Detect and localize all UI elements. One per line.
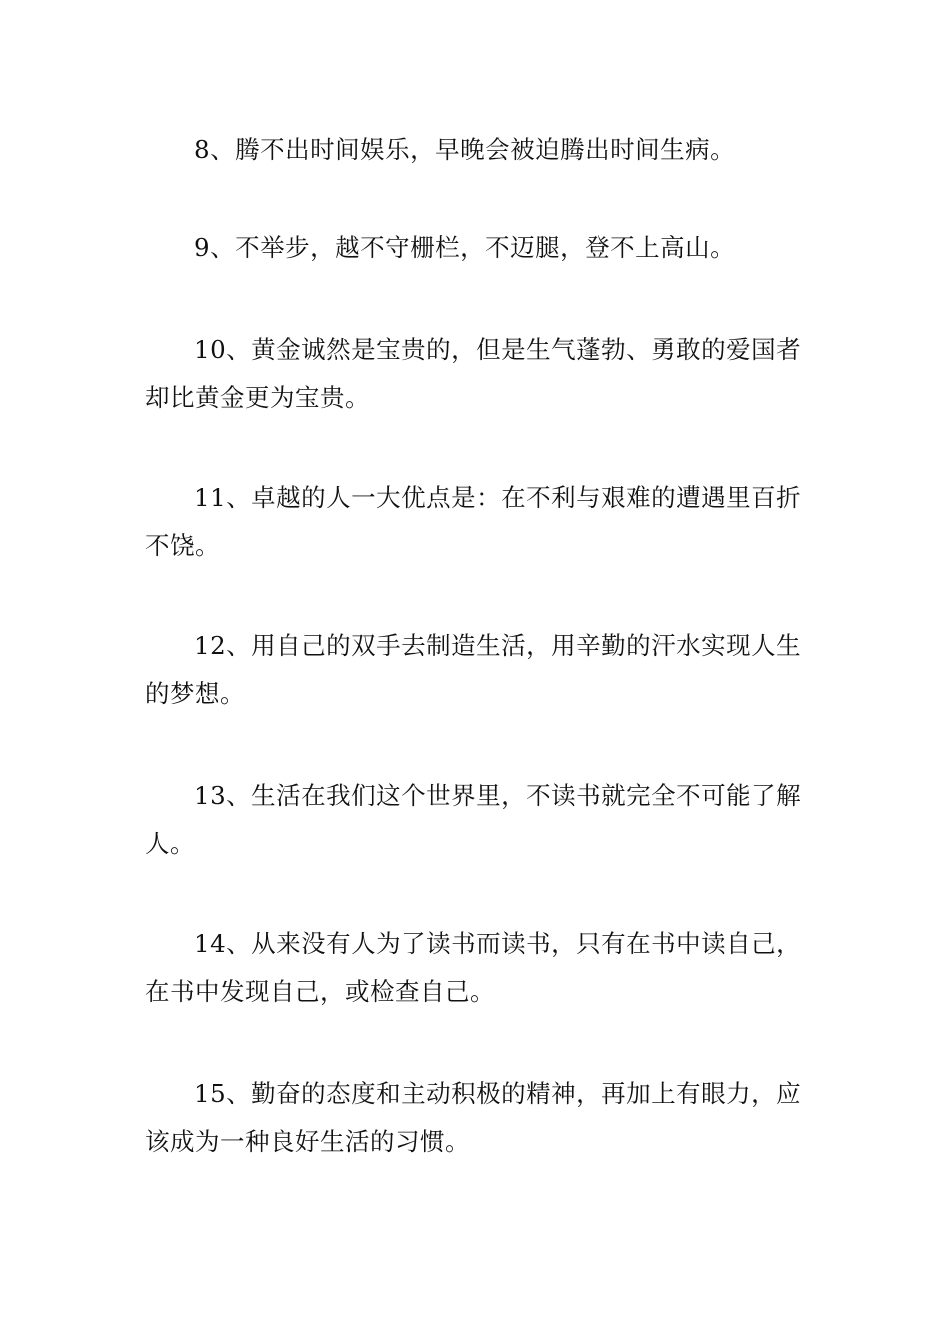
quote-paragraph-13: 13、生活在我们这个世界里，不读书就完全不可能了解人。 [145, 781, 802, 858]
quote-paragraph-9: 9、不举步，越不守栅栏，不迈腿，登不上高山。 [194, 233, 736, 262]
quote-paragraph-15: 15、勤奋的态度和主动积极的精神，再加上有眼力，应该成为一种良好生活的习惯。 [145, 1079, 802, 1156]
quote-paragraph-10: 10、黄金诚然是宝贵的，但是生气蓬勃、勇敢的爱国者却比黄金更为宝贵。 [145, 335, 802, 412]
quote-paragraph-11: 11、卓越的人一大优点是：在不利与艰难的遭遇里百折不饶。 [145, 483, 802, 560]
quote-paragraph-12: 12、用自己的双手去制造生活，用辛勤的汗水实现人生的梦想。 [145, 631, 802, 708]
quote-paragraph-14: 14、从来没有人为了读书而读书，只有在书中读自己，在书中发现自己，或检查自己。 [145, 929, 802, 1006]
quote-paragraph-8: 8、腾不出时间娱乐，早晚会被迫腾出时间生病。 [194, 135, 736, 164]
